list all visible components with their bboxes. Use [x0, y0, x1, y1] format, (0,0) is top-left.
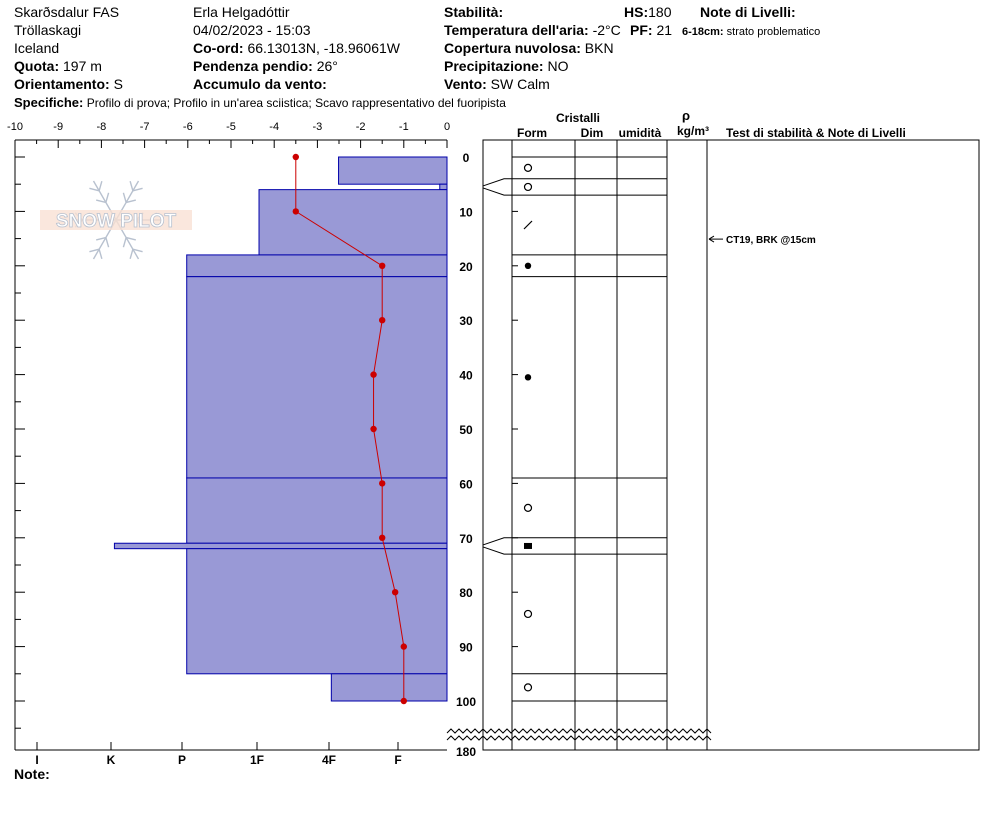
temp-tick-label: -9 [53, 121, 64, 133]
temp-tick-label: 0 [443, 121, 451, 133]
temperature-point [379, 480, 385, 486]
density-symbol: ρ [681, 108, 691, 123]
hardness-bar [440, 184, 447, 189]
hardness-tick-label: I [35, 753, 39, 767]
layer-note-depth: 6-18cm: [682, 26, 724, 38]
temp-tick-label: -8 [96, 121, 107, 133]
penetration-field [628, 22, 672, 38]
depth-tick-label: 70 [459, 531, 473, 546]
coordinates-label: Co-ord: [193, 40, 244, 56]
depth-tick-label: 20 [459, 259, 473, 274]
density-unit: kg/m³ [676, 124, 710, 138]
penetration-value: 21 [656, 22, 673, 38]
temp-tick-label: -7 [139, 121, 150, 133]
rounded-grain-icon [525, 164, 532, 171]
slope-field [193, 58, 338, 74]
depth-tick-label: 10 [459, 205, 473, 220]
layer-notes-title: Note di Livelli: [700, 4, 796, 20]
depth-tick-label: 90 [459, 640, 473, 655]
aspect-field [14, 76, 123, 92]
snow-height-value: 180 [648, 4, 672, 20]
cloud-cover-label: Copertura nuvolosa: [444, 40, 581, 56]
country: Iceland [14, 40, 60, 56]
snowpilot-logo-watermark [40, 181, 192, 259]
hardness-tick-label: 1F [249, 753, 265, 767]
coordinates-field [193, 40, 400, 56]
rounded-grain-icon [525, 684, 532, 691]
decomposed-grain-icon [524, 221, 532, 229]
temperature-point [392, 589, 398, 595]
wind-value: SW Calm [490, 76, 550, 92]
temperature-point [370, 426, 376, 432]
temperature-point [379, 535, 385, 541]
elevation-value: 197 m [63, 58, 102, 74]
temperature-point [293, 208, 299, 214]
datetime: 04/02/2023 - 15:03 [193, 22, 311, 38]
note-label: Note: [14, 766, 50, 782]
temperature-point [293, 154, 299, 160]
precipitation-field [444, 58, 568, 74]
depth-tick-label: 40 [459, 368, 473, 383]
cloud-cover-value: BKN [584, 40, 614, 56]
axis-break-zigzag [447, 729, 711, 733]
specifics-label: Specifiche: [14, 95, 84, 110]
size-column-header: Dim [580, 126, 604, 140]
hardness-bar [187, 255, 447, 277]
air-temp-label: Temperatura dell'aria: [444, 22, 589, 38]
hardness-bar [259, 190, 447, 255]
moisture-column-header: umidità [618, 126, 662, 140]
temp-tick-label: -3 [312, 121, 323, 133]
air-temp-value: -2°C [592, 22, 621, 38]
depth-break-label: 180 [455, 745, 477, 759]
temperature-point [401, 698, 407, 704]
stability-label: Stabilità: [444, 4, 504, 20]
crystals-table-frame [483, 140, 979, 750]
temp-tick-label: -5 [226, 121, 236, 133]
depth-tick-label: 100 [455, 695, 477, 709]
temp-tick-label: -2 [355, 121, 366, 133]
aspect-value: S [113, 76, 123, 92]
specifics-value: Profilo di prova; Profilo in un'area sciistica; Scavo rappresentativo del fuoripista [86, 96, 506, 110]
region: Tröllaskagi [14, 22, 82, 38]
hardness-tick-label: K [106, 753, 116, 767]
location: Skarðsdalur FAS [14, 4, 120, 20]
wind-field [444, 76, 550, 92]
rounded-grain-icon [525, 610, 532, 617]
depth-tick-label: 30 [459, 314, 473, 329]
elevation-label: Quota: [14, 58, 60, 74]
melt-form-icon [525, 374, 531, 380]
temperature-point [401, 643, 407, 649]
air-temp-field [444, 22, 621, 38]
temperature-point [370, 371, 376, 377]
layer-note-text: strato problematico [726, 26, 821, 38]
wind-label: Vento: [444, 76, 487, 92]
faceted-grain-icon [524, 543, 532, 549]
hardness-bar [187, 478, 447, 543]
temp-tick-label: -6 [182, 121, 193, 133]
temp-tick-label: -10 [7, 121, 23, 133]
hardness-tick-label: P [177, 753, 187, 767]
tests-column-header: Test di stabilità & Note di Livelli [726, 126, 906, 140]
penetration-label: PF: [630, 22, 653, 38]
depth-tick-label: 80 [459, 586, 473, 601]
temp-tick-label: -1 [398, 121, 409, 133]
crystals-title: Cristalli [555, 111, 601, 125]
logo-text: SNOW PILOT [55, 211, 177, 232]
rounded-grain-icon [525, 183, 532, 190]
wind-loading-label: Accumulo da vento: [193, 76, 327, 92]
coordinates-value: 66.13013N, -18.96061W [247, 40, 400, 56]
stability-test-label: CT19, BRK @15cm [726, 235, 816, 247]
observer: Erla Helgadóttir [193, 4, 290, 20]
precipitation-label: Precipitazione: [444, 58, 544, 74]
form-column-header: Form [517, 126, 547, 140]
snow-height-field [624, 4, 671, 20]
depth-tick-label: 0 [462, 151, 470, 165]
precipitation-value: NO [547, 58, 569, 74]
depth-tick-label: 60 [459, 477, 473, 492]
melt-form-icon [525, 263, 531, 269]
hardness-bar [339, 157, 447, 184]
temperature-point [379, 263, 385, 269]
hardness-tick-label: 4F [321, 753, 337, 767]
temperature-point [379, 317, 385, 323]
hardness-bar [187, 277, 447, 478]
hardness-bar [114, 543, 447, 548]
weak-layer-marker [483, 538, 512, 554]
elevation-field [14, 58, 102, 74]
slope-label: Pendenza pendio: [193, 58, 313, 74]
temp-tick-label: -4 [269, 121, 280, 133]
weak-layer-marker [483, 179, 512, 195]
hardness-bar [187, 549, 447, 674]
depth-tick-label: 50 [459, 423, 473, 437]
layer-note [682, 24, 820, 40]
hardness-tick-label: F [394, 753, 402, 767]
axis-break-zigzag [447, 736, 711, 740]
hardness-bar [331, 674, 447, 701]
rounded-grain-icon [525, 504, 532, 511]
cloud-cover-field [444, 40, 614, 56]
aspect-label: Orientamento: [14, 76, 110, 92]
specifics-field [14, 95, 506, 110]
snow-height-label: HS: [624, 4, 649, 20]
slope-value: 26° [316, 58, 338, 74]
